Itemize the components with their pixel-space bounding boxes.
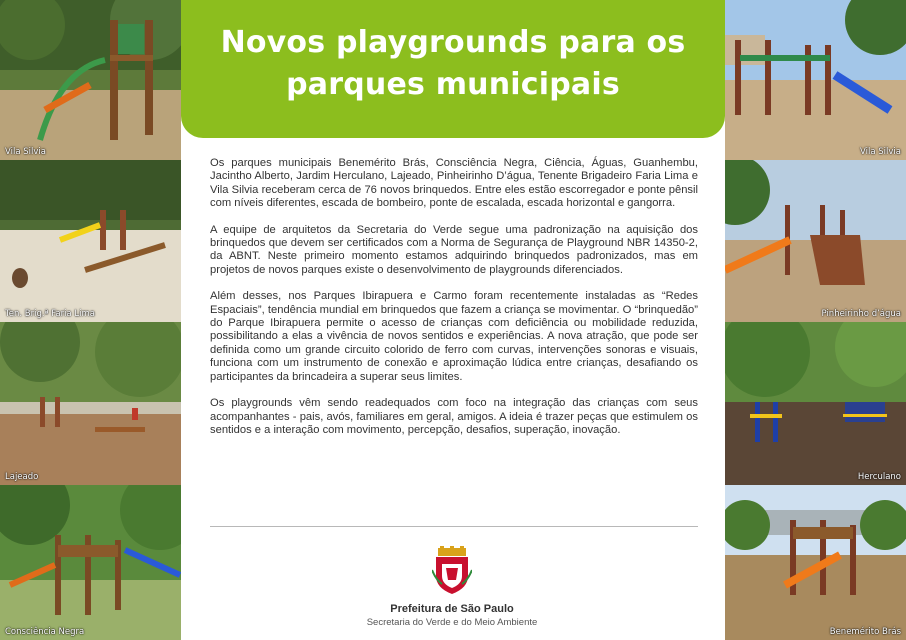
photo-caption: Benemérito Brás xyxy=(829,627,901,637)
photo-benemerito-bras xyxy=(725,485,906,640)
paragraph: Os playgrounds vêm sendo readequados com foco na integração das crianças com seus acompanhantes - pais, avós, familiares em geral, amigos. A ideia é trazer peças que estimulem os sentidos e a interação com movimento, percepção, desafios, superação, inovação. xyxy=(210,397,698,436)
photo-lajeado xyxy=(0,322,181,485)
paragraph: A equipe de arquitetos da Secretaria do Verde segue uma padronização na aquisição dos brinquedos que devem ser certificados com a Norma de Segurança de Playground NBR 14350-2, da ABNT. Neste primeiro momento estamos adquirindo brinquedos padronizados, mas em projetos de novos parques existe o desenvolvimento de playgrounds diferenciados. xyxy=(210,223,698,276)
photo-caption: Pinheirinho d’água xyxy=(821,309,901,319)
paragraph: Além desses, nos Parques Ibirapuera e Carmo foram recentemente instaladas as “Redes Espaciais”, tendência mundial em brinquedos que fazem a criança se movimentar. O “brinquedão” do Parque Ibirapuera permite o acesso de crianças com deficiência ou mobilidade reduzida, possibilitando a elas a vivência de novos sentidos e experiências. A nova atração, que pode ser definida como um grande circuito colorido de ferro com curvas, intervenções sonoras e visuais, funciona com um instrumento de conexão e aproximação lúdica entre crianças, desafiando os participantes da brincadeira a superar seus limites. xyxy=(210,290,698,383)
photo-caption: Ten. Brig.ª Faria Lima xyxy=(5,309,95,319)
right-photo-column xyxy=(725,0,906,640)
photo-caption: Herculano xyxy=(857,472,901,482)
title-banner xyxy=(181,0,725,138)
page-title xyxy=(181,22,725,106)
photo-vila-silvia-left xyxy=(0,0,181,160)
org-department: Secretaria do Verde e do Meio Ambiente xyxy=(366,617,538,628)
article-body xyxy=(210,157,698,450)
title-line: Novos playgrounds para os xyxy=(220,25,686,60)
photo-herculano xyxy=(725,322,906,485)
photo-caption: Vila Silvia xyxy=(860,147,901,157)
photo-pinheirinho xyxy=(725,160,906,322)
divider xyxy=(210,526,698,527)
photo-caption: Lajeado xyxy=(5,472,39,482)
title-line: parques municipais xyxy=(286,67,620,102)
photo-consciencia-negra xyxy=(0,485,181,640)
city-crest-icon xyxy=(432,546,472,596)
photo-caption: Vila Silvia xyxy=(5,147,46,157)
photo-vila-silvia-right xyxy=(725,0,906,160)
photo-caption: Consciência Negra xyxy=(5,627,85,637)
paragraph: Os parques municipais Benemérito Brás, Consciência Negra, Ciência, Águas, Guanhembu, Jacintho Alberto, Jardim Herculano, Lajeado, Pinheirinho D’água, Tenente Brigadeiro Faria Lima e Vila Silvia receberam cerca de 76 novos brinquedos. Entre eles estão escorregador e ponte pênsil com níveis diferentes, escada de bombeiro, ponte de escalada, escada horizontal e gangorra. xyxy=(210,157,698,210)
left-photo-column xyxy=(0,0,181,640)
photo-faria-lima xyxy=(0,160,181,322)
org-name: Prefeitura de São Paulo xyxy=(390,603,514,615)
